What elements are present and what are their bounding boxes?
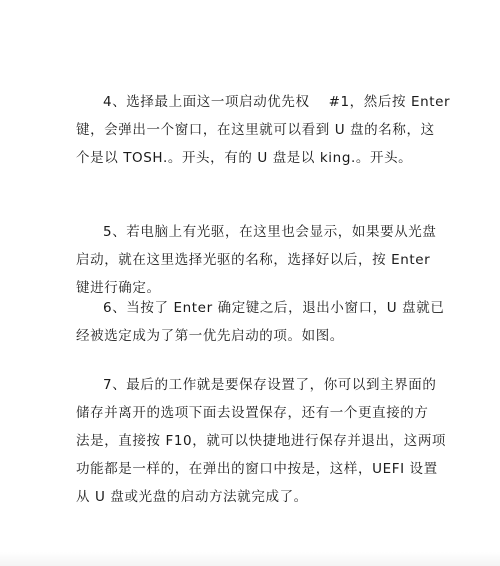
paragraph-line: 从 U 盘或光盘的启动方法就完成了。 <box>76 489 308 505</box>
paragraph-line: 个是以 TOSH.。开头，有的 U 盘是以 king.。开头。 <box>76 150 413 166</box>
paragraph-line: 5、若电脑上有光驱，在这里也会显示，如果要从光盘 <box>103 224 437 240</box>
page-bottom-edge <box>0 552 500 566</box>
paragraph-step-6 <box>76 294 445 350</box>
paragraph-line: 键进行确定。 <box>76 280 161 296</box>
paragraph-line: 功能都是一样的，在弹出的窗口中按是，这样，UEFI 设置 <box>76 461 438 477</box>
paragraph-line: 经被选定成为了第一优先启动的项。如图。 <box>76 328 344 344</box>
paragraph-line: 6、当按了 Enter 确定键之后，退出小窗口，U 盘就已 <box>103 300 445 316</box>
paragraph-line: 4、选择最上面这一项启动优先权 #1，然后按 Enter <box>103 94 451 110</box>
paragraph-line: 储存并离开的选项下面去设置保存，还有一个更直接的方 <box>76 405 429 421</box>
paragraph-line: 法是，直接按 F10，就可以快捷地进行保存并退出，这两项 <box>76 433 447 449</box>
paragraph-step-5 <box>76 218 437 302</box>
paragraph-step-7 <box>76 371 447 511</box>
paragraph-step-4 <box>76 88 451 172</box>
paragraph-line: 7、最后的工作就是要保存设置了，你可以到主界面的 <box>103 377 437 393</box>
paragraph-line: 启动，就在这里选择光驱的名称，选择好以后，按 Enter <box>76 252 431 268</box>
paragraph-line: 键，会弹出一个窗口，在这里就可以看到 U 盘的名称，这 <box>76 122 435 138</box>
